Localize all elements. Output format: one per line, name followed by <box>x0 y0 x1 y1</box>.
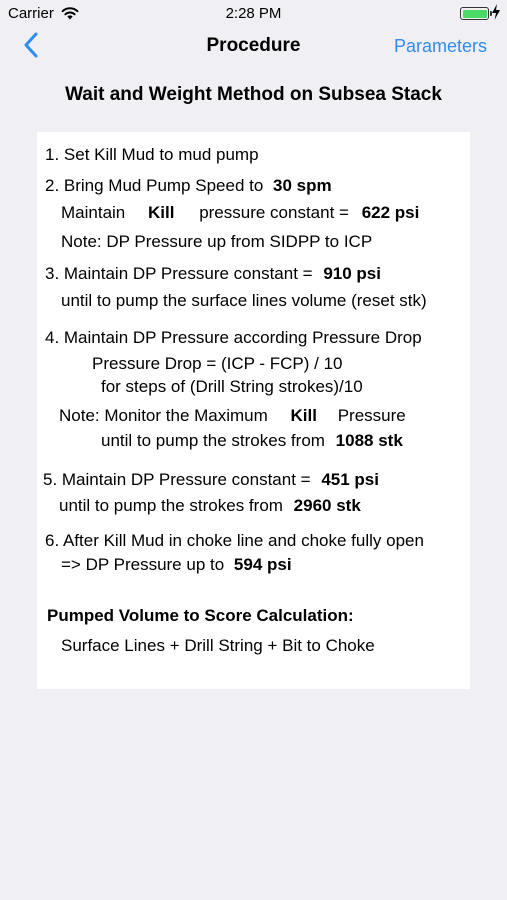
step-6-pressure-value: 594 psi <box>233 555 292 574</box>
pressure-drop-formula: Pressure Drop = (ICP - FCP) / 10 <box>92 354 343 373</box>
maintain-label: Maintain <box>61 203 126 222</box>
step-5-strokes-label: until to pump the strokes from <box>59 496 283 515</box>
step-5-text: 5. Maintain DP Pressure constant = <box>43 470 311 489</box>
pumped-volume-title: Pumped Volume to Score Calculation: <box>47 606 354 625</box>
step-3-text: 3. Maintain DP Pressure constant = <box>45 264 313 283</box>
procedure-heading: Wait and Weight Method on Subsea Stack <box>65 84 442 105</box>
pumped-volume-formula: Surface Lines + Drill String + Bit to Choke <box>61 636 375 655</box>
procedure-card <box>37 132 470 689</box>
step-4: 4. Maintain DP Pressure according Pressure Drop <box>45 328 422 347</box>
clock: 2:28 PM <box>225 5 282 22</box>
step-4-strokes-value: 1088 stk <box>335 431 403 450</box>
step-5 <box>43 470 379 490</box>
page-title: Procedure <box>206 35 301 56</box>
step-6-text: => DP Pressure up to <box>61 555 225 574</box>
step-2-text: 2. Bring Mud Pump Speed to <box>45 176 264 195</box>
step-4-strokes-label: until to pump the strokes from <box>101 431 325 450</box>
step-5-strokes-value: 2960 stk <box>293 496 361 515</box>
step-6-line-2 <box>61 555 292 575</box>
kill-label: Kill <box>148 203 175 222</box>
step-6: 6. After Kill Mud in choke line and choke fully open <box>45 531 424 550</box>
step-2-note: Note: DP Pressure up from SIDPP to ICP <box>61 232 373 251</box>
step-5-strokes <box>59 496 361 516</box>
step-2-maintain <box>61 203 419 223</box>
pressure-label: Pressure <box>337 406 406 425</box>
step-3-pressure-value: 910 psi <box>323 264 381 283</box>
pressure-drop-steps: for steps of (Drill String strokes)/10 <box>101 377 363 396</box>
parameters-button[interactable]: Parameters <box>393 36 487 56</box>
step-4-strokes <box>101 431 403 451</box>
pressure-constant-label: pressure constant = <box>199 203 349 222</box>
monitor-label: Note: Monitor the Maximum <box>59 406 268 425</box>
step-3-line-2: until to pump the surface lines volume (reset stk) <box>61 291 427 310</box>
status-bar <box>0 0 507 28</box>
step-4-note <box>59 406 406 426</box>
carrier-label: Carrier <box>8 5 54 22</box>
charging-bolt-icon <box>491 4 501 20</box>
step-3 <box>45 264 381 284</box>
battery-icon <box>460 7 489 20</box>
step-5-pressure-value: 451 psi <box>321 470 379 489</box>
navigation-bar <box>0 28 507 64</box>
step-2 <box>45 176 332 196</box>
kill-pressure-value: 622 psi <box>361 203 420 222</box>
pump-speed-value: 30 spm <box>273 176 332 195</box>
kill-label-2: Kill <box>290 406 317 425</box>
step-1: 1. Set Kill Mud to mud pump <box>45 145 259 164</box>
